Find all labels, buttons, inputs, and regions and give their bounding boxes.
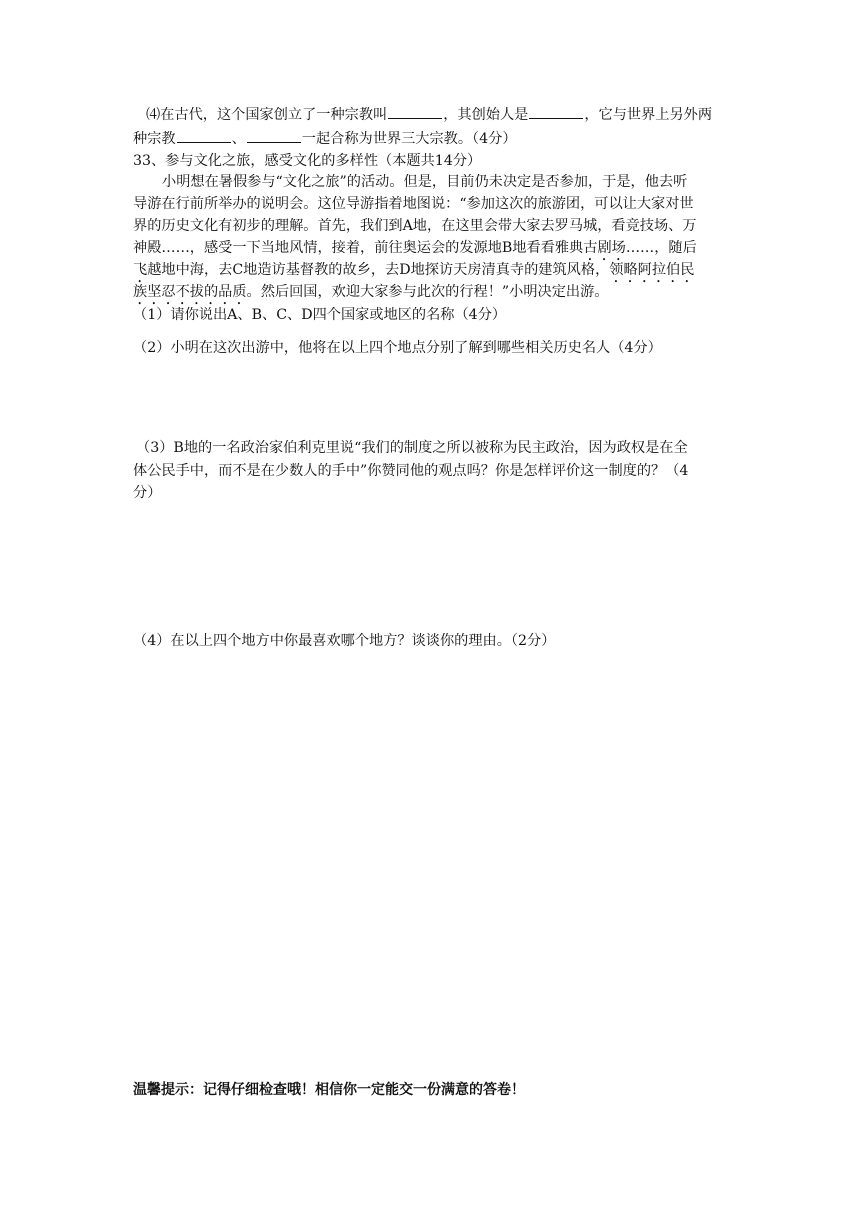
q33-para-line-3: 界的历史文化有初步的理解。首先，我们到A地，在这里会带大家去罗马城，看竞技场、万 — [133, 218, 697, 234]
q33-sub2: （2）小明在这次出游中，他将在以上四个地点分别了解到哪些相关历史名人（4分） — [133, 340, 662, 356]
q32-4-line1 — [146, 104, 712, 125]
q33-para-line-2: 导游在行前所举办的说明会。这位导游指着地图说：“参加这次的旅游团，可以让大家对世 — [133, 196, 694, 212]
founder-blank[interactable] — [529, 104, 583, 119]
q33-para-line-1: 小明想在暑假参与“文化之旅”的活动。但是，目前仍未决定是否参加，于是，他去听 — [162, 174, 688, 190]
q33-para-5-emph-a: 飞 — [133, 262, 148, 278]
q33-para-5-emph-b: ，领略阿拉伯民 — [595, 262, 695, 278]
q33-para-5a: 越地中海，去C地造访基督教的故乡，去D地探访天房清真寺的建筑风格 — [147, 262, 596, 278]
q33-sub3-line-3: 分） — [133, 485, 162, 501]
q33-para-4-emph: 古剧场…… — [583, 240, 655, 256]
q33-sub3-line-1: （3）B地的一名政治家伯利克里说“我们的制度之所以被称为民主政治，因为政权是在全 — [136, 440, 688, 456]
q33-para-6-emph: 族坚忍不拔的品质 — [133, 284, 247, 300]
q32-4-text-a: ⑷在古代，这个国家创立了一种宗教叫 — [146, 107, 388, 123]
q32-4-text-e: 、 — [231, 131, 246, 147]
q33-sub1: （1）请你说出A、B、C、D四个国家或地区的名称（4分） — [133, 307, 507, 323]
q33-para-4a: 神殿……，感受一下当地风情，接着，前往奥运会的发源地B地看看雅典 — [133, 240, 584, 256]
q32-4-text-d: 种宗教 — [133, 131, 176, 147]
religion-3-blank[interactable] — [247, 128, 301, 143]
religion-name-blank[interactable] — [388, 104, 442, 119]
q32-4-text-c: ，它与世界上另外两 — [584, 107, 713, 123]
q33-sub3-line-2: 体公民手中，而不是在少数人的手中”你赞同他的观点吗？你是怎样评价这一制度的？（4 — [133, 463, 689, 479]
q33-sub4: （4）在以上四个地方中你最喜欢哪个地方？谈谈你的理由。（2分） — [133, 633, 556, 649]
religion-2-blank[interactable] — [177, 128, 231, 143]
footer-tip: 温馨提示：记得仔细检查哦！相信你一定能交一份满意的答卷！ — [133, 1082, 525, 1098]
q32-4-line2 — [133, 128, 517, 149]
q32-4-text-b: ，其创始人是 — [443, 107, 529, 123]
q33-para-6a: 。然后回国，欢迎大家参与此次的行程！”小明决定出游。 — [246, 284, 609, 300]
q32-4-text-f: 一起合称为世界三大宗教。（4分） — [301, 131, 517, 147]
q33-title: 33、参与文化之旅，感受文化的多样性（本题共14分） — [133, 153, 482, 169]
q33-para-4b: ，随后 — [654, 240, 697, 256]
